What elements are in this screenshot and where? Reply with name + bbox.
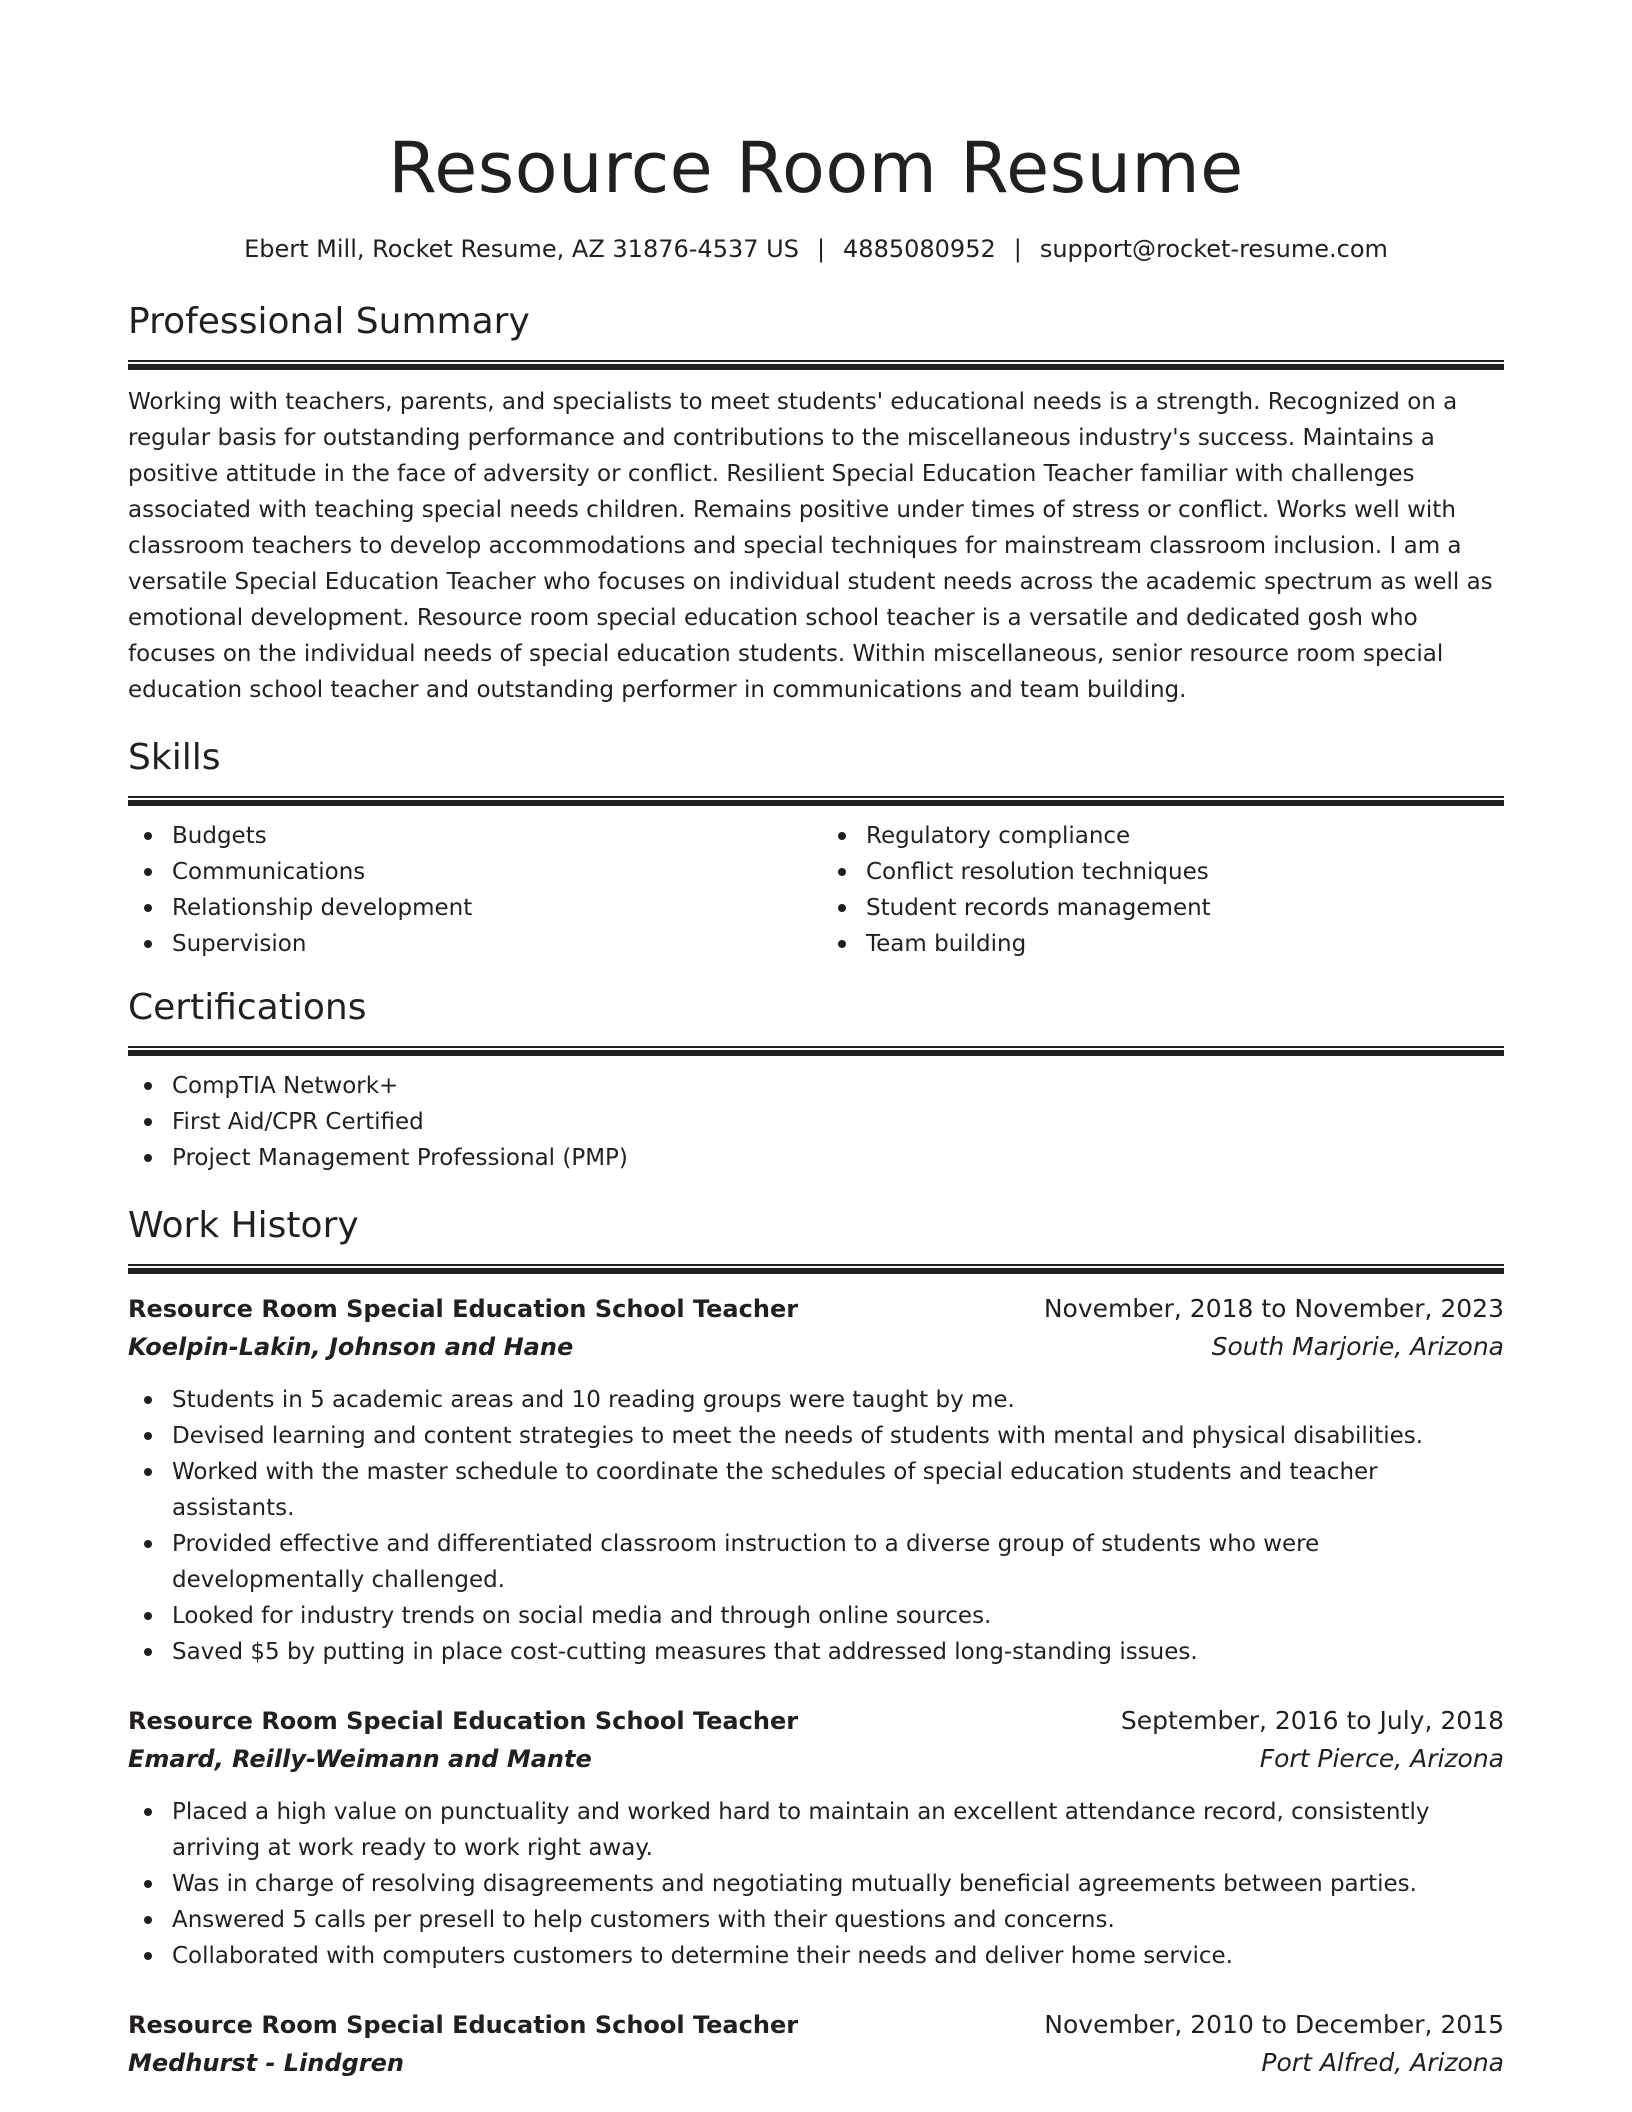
job-duty: Students in 5 academic areas and 10 reading groups were taught by me. [172, 1382, 1504, 1418]
certification-item: First Aid/CPR Certified [172, 1104, 1504, 1140]
resume-page [128, 0, 1504, 2082]
skills-grid [128, 818, 1504, 962]
job-entry [128, 2006, 1504, 2082]
skill-item: Conflict resolution techniques [866, 854, 1504, 890]
skill-item: Supervision [172, 926, 816, 962]
section-divider [128, 796, 1504, 806]
summary-text: Working with teachers, parents, and specialists to meet students' educational needs is a strength. Recognized on a regular basis for outstanding performance and contributions to the miscellaneous industry's success. Maintains a positive attitude in the face of adversity or conflict. Resilient Special Education Teacher familiar with challenges associated with teaching special needs children. Remains positive under times of stress or conflict. Works well with classroom teachers to develop accommodations and special techniques for mainstream classroom inclusion. I am a versatile Special Education Teacher who focuses on individual student needs across the academic spectrum as well as emotional development. Resource room special education school teacher is a versatile and dedicated gosh who focuses on the individual needs of special education students. Within miscellaneous, senior resource room special education school teacher and outstanding performer in communications and team building. [128, 389, 1493, 703]
job-location: Port Alfred, Arizona [1261, 2048, 1504, 2077]
certification-item: Project Management Professional (PMP) [172, 1140, 1504, 1176]
skill-item: Student records management [866, 890, 1504, 926]
job-title: Resource Room Special Education School Teacher [128, 1707, 799, 1735]
skill-item: Relationship development [172, 890, 816, 926]
section-divider [128, 360, 1504, 370]
contact-separator: | [1013, 235, 1022, 263]
job-subheader [128, 1328, 1504, 1366]
job-duty: Placed a high value on punctuality and worked hard to maintain an excellent attendance record, consistently arriving at work ready to work right away. [172, 1794, 1504, 1866]
section-divider [128, 1046, 1504, 1056]
job-dates: September, 2016 to July, 2018 [1120, 1706, 1504, 1735]
summary-heading: Professional Summary [128, 301, 530, 342]
contact-address: Ebert Mill, Rocket Resume, AZ 31876-4537 US [244, 235, 799, 263]
skill-item: Team building [866, 926, 1504, 962]
job-location: Fort Pierce, Arizona [1259, 1744, 1504, 1773]
job-duty: Answered 5 calls per presell to help customers with their questions and concerns. [172, 1902, 1504, 1938]
job-duty: Worked with the master schedule to coordinate the schedules of special education students and teacher assistants. [172, 1454, 1504, 1526]
job-header [128, 2006, 1504, 2044]
certifications-heading: Certifications [128, 987, 367, 1028]
job-title: Resource Room Special Education School Teacher [128, 2011, 799, 2039]
job-duty: Was in charge of resolving disagreements and negotiating mutually beneficial agreements between parties. [172, 1866, 1504, 1902]
job-dates: November, 2010 to December, 2015 [1044, 2010, 1504, 2039]
job-entry [128, 1290, 1504, 1670]
job-company: Emard, Reilly-Weimann and Mante [128, 1745, 592, 1773]
job-subheader [128, 1740, 1504, 1778]
job-company: Medhurst - Lindgren [128, 2049, 404, 2077]
job-duty: Collaborated with computers customers to determine their needs and deliver home service. [172, 1938, 1504, 1974]
work-history-section [128, 1202, 1504, 2082]
job-duty: Looked for industry trends on social media and through online sources. [172, 1598, 1504, 1634]
job-duty: Devised learning and content strategies to meet the needs of students with mental and physical disabilities. [172, 1418, 1504, 1454]
job-header [128, 1702, 1504, 1740]
job-dates: November, 2018 to November, 2023 [1043, 1294, 1504, 1323]
certification-item: CompTIA Network+ [172, 1068, 1504, 1104]
skill-item: Communications [172, 854, 816, 890]
job-duties-list [128, 1382, 1504, 1670]
job-duty: Provided effective and differentiated classroom instruction to a diverse group of students who were developmentally challenged. [172, 1526, 1504, 1598]
skills-list-right [816, 818, 1504, 962]
skills-list-left [128, 818, 816, 962]
skill-item: Regulatory compliance [866, 818, 1504, 854]
summary-section [128, 298, 1504, 708]
skills-heading: Skills [128, 737, 221, 778]
job-duty: Saved $5 by putting in place cost-cutting measures that addressed long-standing issues. [172, 1634, 1504, 1670]
resume-name: Resource Room Resume [388, 127, 1244, 209]
skill-item: Budgets [172, 818, 816, 854]
job-subheader [128, 2044, 1504, 2082]
contact-phone: 4885080952 [843, 235, 996, 263]
job-company: Koelpin-Lakin, Johnson and Hane [128, 1333, 574, 1361]
job-duties-list [128, 1794, 1504, 1974]
job-title: Resource Room Special Education School Teacher [128, 1295, 799, 1323]
job-location: South Marjorie, Arizona [1211, 1332, 1504, 1361]
section-divider [128, 1264, 1504, 1274]
certifications-section [128, 984, 1504, 1176]
certifications-list [128, 1068, 1504, 1176]
work-history-heading: Work History [128, 1205, 359, 1246]
job-header [128, 1290, 1504, 1328]
contact-separator: | [816, 235, 826, 263]
contact-email[interactable]: support@rocket-resume.com [1039, 235, 1388, 263]
skills-section [128, 734, 1504, 962]
job-entry [128, 1702, 1504, 1974]
contact-line [128, 232, 1504, 266]
